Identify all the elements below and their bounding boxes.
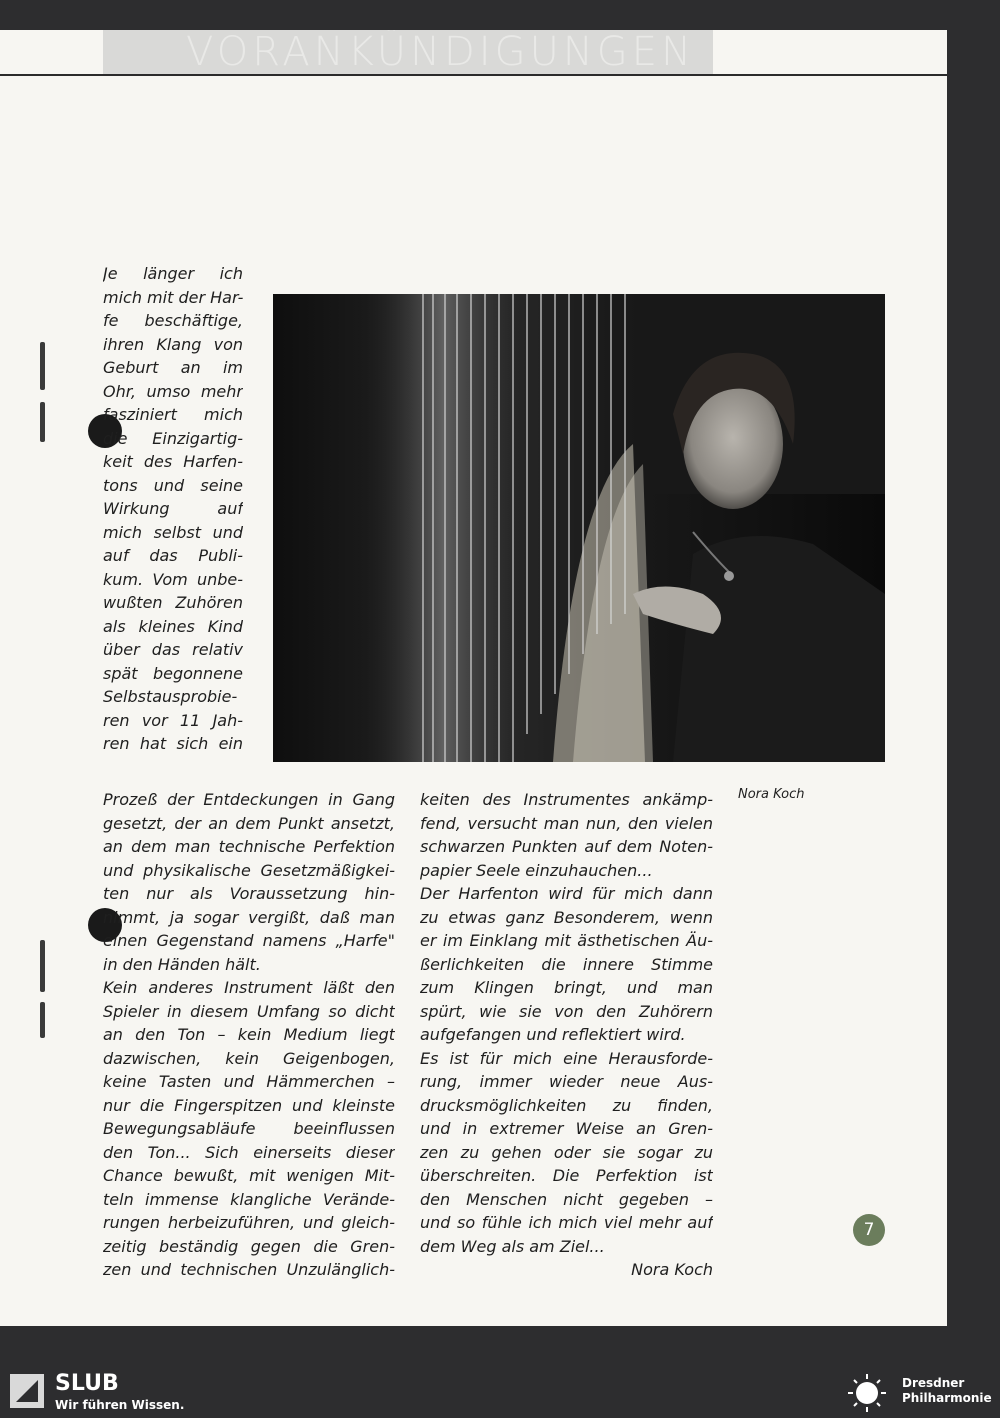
text-line: mich mit der Har- (103, 287, 243, 307)
slub-name[interactable]: SLUB (55, 1371, 119, 1396)
text-line: spät begonnene (103, 663, 243, 683)
text-line: über das relativ (103, 640, 243, 659)
text-line: den Menschen nicht gegeben – (420, 1189, 713, 1209)
text-line: Ohr, umso mehr (103, 381, 243, 401)
philharmonie-name-line2: Philharmonie (902, 1391, 992, 1405)
text-line: Es ist für mich eine Herausforde- (420, 1048, 713, 1068)
text-line: aufgefangen und reflektiert wird. (420, 1025, 686, 1044)
text-line: ten nur als Voraussetzung hin- (103, 884, 395, 903)
text-line: Je länger ich (103, 264, 243, 283)
text-line: zum Klingen bringt, und man (420, 978, 713, 997)
text-line: wußten Zuhören (103, 593, 243, 612)
article-column-right (420, 788, 713, 1282)
text-line: fasziniert mich (103, 405, 243, 424)
philharmonie-name[interactable] (902, 1376, 992, 1406)
text-line: kum. Vom unbe- (103, 569, 243, 589)
text-line: Bewegungsabläufe beeinflussen (103, 1119, 395, 1138)
text-line: tons und seine (103, 475, 243, 495)
harpist-photo (273, 294, 885, 762)
text-line: zeitig beständig gegen die Gren- (103, 1236, 395, 1256)
text-line: Prozeß der Entdeckungen in Gang (103, 790, 395, 809)
text-line: fend, versucht man nun, den vielen (420, 813, 713, 833)
text-line: einen Gegenstand namens „Harfe" (103, 931, 395, 950)
text-line: zen und technischen Unzulänglich- (103, 1260, 395, 1279)
text-line: als kleines Kind (103, 616, 243, 636)
viewer-footer (0, 1368, 1000, 1418)
text-line: auf das Publi- (103, 546, 243, 565)
article-column-left (103, 788, 395, 1282)
text-line: und so fühle ich mich viel mehr auf (420, 1213, 713, 1232)
staple-mark (40, 940, 45, 992)
section-header-band (103, 30, 713, 74)
philharmonie-sun-icon[interactable] (842, 1372, 892, 1414)
text-line: Selbstausprobie- (103, 687, 238, 706)
text-line: schwarzen Punkten auf dem Noten- (420, 837, 713, 856)
harp-photo-illustration (273, 294, 885, 762)
text-line: dazwischen, kein Geigenbogen, (103, 1048, 395, 1068)
staple-mark (40, 342, 45, 390)
text-line: nimmt, ja sogar vergißt, daß man (103, 907, 395, 927)
text-line: keiten des Instrumentes ankämp- (420, 790, 713, 809)
section-title: VORANKÜNDIGUNGEN (186, 30, 695, 74)
slub-tagline: Wir führen Wissen. (55, 1398, 185, 1412)
text-line: ren vor 11 Jah- (103, 710, 243, 730)
header-rule (0, 74, 947, 76)
text-line: drucksmöglichkeiten zu finden, (420, 1095, 713, 1115)
text-line: spürt, wie sie von den Zuhörern (420, 1001, 713, 1021)
article-intro-column (103, 262, 243, 756)
text-line: an dem man technische Perfektion (103, 837, 395, 856)
text-line: Kein anderes Instrument läßt den (103, 978, 395, 997)
text-line: keit des Harfen- (103, 452, 243, 471)
text-line: zu etwas ganz Besonderem, wenn (420, 907, 713, 927)
text-line: er im Einklang mit ästhetischen Äu- (420, 931, 713, 950)
text-line: rungen herbeizuführen, und gleich- (103, 1213, 395, 1232)
text-line: und in extremer Weise an Gren- (420, 1119, 713, 1138)
text-line: zen zu gehen oder sie sogar zu (420, 1142, 713, 1162)
text-line: fe beschäftige, (103, 311, 243, 330)
text-line: Wirkung auf (103, 499, 243, 518)
text-line: in den Händen hält. (103, 954, 261, 974)
text-line: überschreiten. Die Perfektion ist (420, 1166, 713, 1185)
text-line: Geburt an im (103, 358, 243, 377)
text-line: keine Tasten und Hämmerchen – (103, 1072, 395, 1091)
text-line: nur die Fingerspitzen und kleinste (103, 1095, 395, 1115)
text-line: die Einzigartig- (103, 428, 243, 448)
page-number: 7 (853, 1214, 885, 1246)
text-line: ren hat sich ein (103, 734, 243, 753)
text-line: den Ton... Sich einerseits dieser (103, 1142, 395, 1162)
text-line: dem Weg als am Ziel... (420, 1236, 605, 1256)
philharmonie-name-line1: Dresdner (902, 1376, 965, 1390)
text-line: rung, immer wieder neue Aus- (420, 1072, 713, 1091)
magazine-page (0, 30, 947, 1326)
text-line: ihren Klang von (103, 334, 243, 354)
text-line: gesetzt, der an dem Punkt ansetzt, (103, 813, 395, 833)
photo-caption: Nora Koch (738, 787, 805, 802)
staple-mark (40, 1002, 45, 1038)
text-line: mich selbst und (103, 522, 243, 542)
text-line: teln immense klangliche Verände- (103, 1189, 395, 1209)
text-line: papier Seele einzuhauchen... (420, 860, 653, 880)
text-line: Spieler in diesem Umfang so dicht (103, 1001, 395, 1021)
text-line: Chance bewußt, mit wenigen Mit- (103, 1166, 395, 1185)
text-line: Der Harfenton wird für mich dann (420, 884, 713, 903)
staple-mark (40, 402, 45, 442)
text-line: an den Ton – kein Medium liegt (103, 1025, 395, 1044)
author-signature: Nora Koch (631, 1260, 713, 1279)
slub-logo-icon[interactable] (10, 1374, 44, 1408)
text-line: ßerlichkeiten die innere Stimme (420, 954, 713, 974)
text-line: und physikalische Gesetzmäßigkei- (103, 860, 395, 880)
